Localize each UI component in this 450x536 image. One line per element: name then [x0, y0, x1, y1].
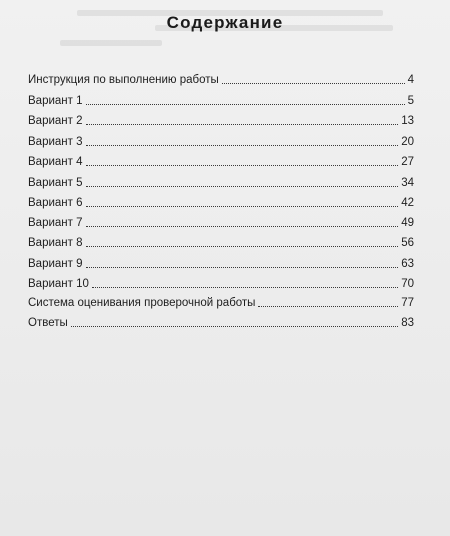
dot-leader	[71, 325, 398, 327]
toc-entry-page: 83	[401, 317, 414, 329]
toc-entry-label: Вариант 2	[28, 115, 83, 127]
toc-entry-label: Вариант 4	[28, 156, 83, 168]
toc-entry-label: Вариант 1	[28, 95, 83, 107]
table-of-contents	[28, 0, 414, 536]
toc-entry-variant-6[interactable]	[28, 194, 414, 210]
toc-entry-variant-5[interactable]	[28, 174, 414, 190]
toc-entry-page: 63	[401, 258, 414, 270]
dot-leader	[222, 82, 405, 84]
toc-entry-page: 42	[401, 197, 414, 209]
toc-entry-variant-8[interactable]	[28, 234, 414, 250]
toc-entry-label: Вариант 10	[28, 278, 89, 290]
toc-entry-label: Ответы	[28, 317, 68, 329]
toc-entry-page: 49	[401, 217, 414, 229]
toc-entry-variant-3[interactable]	[28, 133, 414, 149]
toc-entry-page: 4	[407, 74, 414, 86]
toc-entry-page: 56	[401, 237, 414, 249]
toc-entry-page: 27	[401, 156, 414, 168]
dot-leader	[258, 305, 398, 307]
toc-entry-page: 77	[401, 297, 414, 309]
dot-leader	[86, 123, 399, 125]
toc-entry-label: Вариант 8	[28, 237, 83, 249]
dot-leader	[86, 205, 399, 207]
toc-entry-variant-2[interactable]	[28, 112, 414, 128]
toc-entry-page: 13	[401, 115, 414, 127]
toc-entry-variant-7[interactable]	[28, 214, 414, 230]
dot-leader	[86, 266, 399, 268]
toc-entry-variant-4[interactable]	[28, 153, 414, 169]
dot-leader	[86, 185, 399, 187]
toc-entry-page: 34	[401, 177, 414, 189]
toc-entry-label: Система оценивания проверочной работы	[28, 297, 256, 309]
toc-entry-grading-system[interactable]	[28, 294, 414, 310]
dot-leader	[86, 103, 405, 105]
toc-entry-label: Инструкция по выполнению работы	[28, 74, 219, 86]
toc-entry-answers[interactable]	[28, 314, 414, 330]
toc-entry-label: Вариант 7	[28, 217, 83, 229]
toc-entry-page: 20	[401, 136, 414, 148]
toc-entry-variant-10[interactable]	[28, 275, 414, 291]
dot-leader	[92, 286, 398, 288]
toc-entry-label: Вариант 5	[28, 177, 83, 189]
dot-leader	[86, 245, 399, 247]
toc-entry-label: Вариант 3	[28, 136, 83, 148]
toc-entry-label: Вариант 9	[28, 258, 83, 270]
dot-leader	[86, 164, 399, 166]
dot-leader	[86, 144, 399, 146]
toc-entry-page: 70	[401, 278, 414, 290]
dot-leader	[86, 225, 399, 227]
toc-entry-variant-9[interactable]	[28, 255, 414, 271]
toc-entry-instructions[interactable]	[28, 71, 414, 87]
toc-entry-variant-1[interactable]	[28, 92, 414, 108]
page-title: Содержание	[166, 13, 284, 32]
toc-entry-label: Вариант 6	[28, 197, 83, 209]
toc-entry-page: 5	[407, 95, 414, 107]
